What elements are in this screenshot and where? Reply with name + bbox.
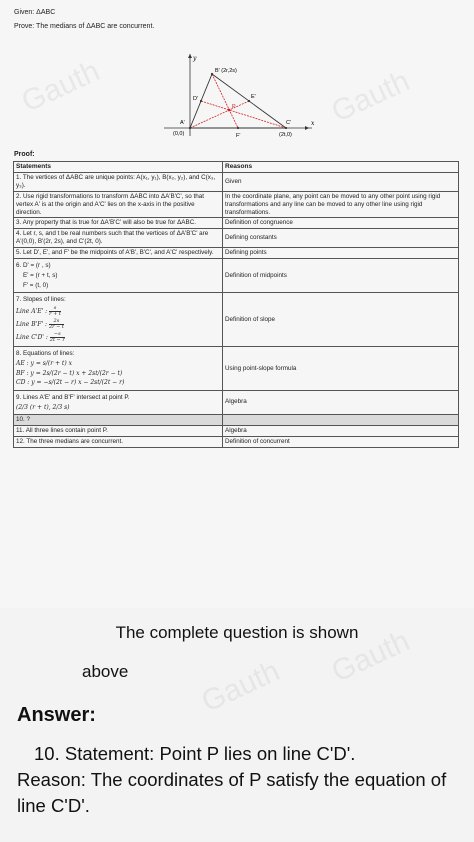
table-row: [14, 191, 459, 218]
answer-label: Answer:: [17, 704, 96, 726]
statement-cell: [14, 347, 223, 390]
c-prime-label: C': [286, 120, 292, 126]
statement-cell: 10. ?: [14, 415, 223, 426]
midpoint-d: 6. D' = (r , s): [16, 261, 51, 269]
midpoint-f: F' = (t, 0): [23, 281, 49, 289]
statement-cell: 11. All three lines contain point P.: [14, 425, 223, 436]
table-row: [14, 248, 459, 259]
table-row: [14, 229, 459, 248]
midpoint-e: E' = (r + t, s): [23, 271, 58, 279]
table-row: [14, 436, 459, 447]
table-row: [14, 425, 459, 436]
c-coords-label: (2t,0): [279, 132, 292, 138]
table-row: [14, 173, 459, 192]
table-row: [14, 293, 459, 347]
f-prime-label: F': [236, 133, 241, 139]
answer-reason: Reason: The coordinates of P satisfy the equation of line C'D'.: [17, 769, 447, 816]
reason-cell: Defining constants: [223, 229, 459, 248]
statement-cell: [14, 293, 223, 347]
reason-cell: In the coordinate plane, any point can be moved to any other point using rigid transformations and any line can be moved to any other line using rigid transformations.: [223, 191, 459, 218]
equation-cd: CD : y = −s/(2t − r) x − 2st/(2t − r): [16, 379, 125, 387]
y-axis-label: y: [193, 55, 197, 62]
triangle-figure: [160, 52, 320, 140]
reasons-header: Reasons: [223, 162, 459, 173]
reason-cell: [223, 415, 459, 426]
proof-table: [13, 161, 459, 448]
x-axis-label: x: [311, 120, 315, 127]
statement-cell: 4. Let r, s, and t be real numbers such that the vertices of ΔA'B'C' are A'(0,0), B'(2r, 2s), and C'(2t, 0).: [14, 229, 223, 248]
above-note: above: [82, 662, 129, 681]
reason-cell: Algebra: [223, 425, 459, 436]
reason-cell: Using point-slope formula: [223, 347, 459, 390]
equation-bf: BF : y = 2s/(2r − t) x + 2st/(2r − t): [16, 369, 123, 377]
watermark: Gauth: [196, 654, 285, 719]
watermark: Gauth: [326, 624, 415, 689]
answer-statement: 10. Statement: Point P lies on line C'D'.: [34, 743, 356, 764]
e-prime-label: E': [251, 94, 256, 100]
statement-cell: [14, 390, 223, 414]
reason-cell: Definition of congruence: [223, 218, 459, 229]
reason-cell: Definition of slope: [223, 293, 459, 347]
p-label: P: [232, 104, 236, 110]
table-row: [14, 347, 459, 390]
given-text: Given: ΔABC: [14, 9, 56, 16]
intersection-title: 9. Lines A'E' and B'F' intersect at point P.: [16, 393, 130, 401]
reason-cell: Defining points: [223, 248, 459, 259]
d-prime-label: D': [193, 96, 199, 102]
reason-cell: Given: [223, 173, 459, 192]
equations-title: 8. Equations of lines:: [16, 350, 75, 358]
point-p-coords: (2/3 (r + t), 2/3 s): [16, 403, 70, 411]
reason-cell: Definition of midpoints: [223, 258, 459, 293]
reason-cell: Definition of concurrent: [223, 436, 459, 447]
prove-text: Prove: The medians of ΔABC are concurrent.: [14, 23, 155, 30]
table-row: [14, 390, 459, 414]
a-prime-label: A': [180, 120, 185, 126]
table-row: [14, 218, 459, 229]
statement-cell: 12. The three medians are concurrent.: [14, 436, 223, 447]
answer-text: [17, 741, 462, 819]
complete-question-note: The complete question is shown: [115, 623, 359, 642]
statement-cell: 5. Let D', E', and F' be the midpoints of A'B', B'C', and A'C' respectively.: [14, 248, 223, 259]
statement-cell: 1. The vertices of ΔABC are unique points: A(x₁, y₁), B(x₂, y₂), and C(x₃, y₃).: [14, 173, 223, 192]
b-prime-label: B' (2r,2s): [215, 68, 237, 74]
statement-cell: 3. Any property that is true for ΔA'B'C' will also be true for ΔABC.: [14, 218, 223, 229]
a-coords-label: (0,0): [173, 131, 185, 137]
slope-ae: Line A'E' : $\frac{s}{r + t}$: [16, 305, 61, 318]
table-row: [14, 258, 459, 293]
slope-cd: Line C'D' : $\frac{-s}{2t - r}$: [16, 331, 65, 344]
proof-label: Proof:: [14, 151, 35, 158]
table-header-row: [14, 162, 459, 173]
statements-header: Statements: [14, 162, 223, 173]
equation-ae: AE : y = s/(r + t) x: [16, 360, 72, 368]
slope-bf: Line B'F' : $\frac{2s}{2r - t}$: [16, 318, 64, 331]
reason-cell: Algebra: [223, 390, 459, 414]
statement-cell: [14, 258, 223, 293]
slopes-title: 7. Slopes of lines:: [16, 296, 66, 304]
table-row-missing: [14, 415, 459, 426]
statement-cell: 2. Use rigid transformations to transform ΔABC into ΔA'B'C', so that vertex A' is at the origin and A'C' lies on the x-axis in the positive direction.: [14, 191, 223, 218]
